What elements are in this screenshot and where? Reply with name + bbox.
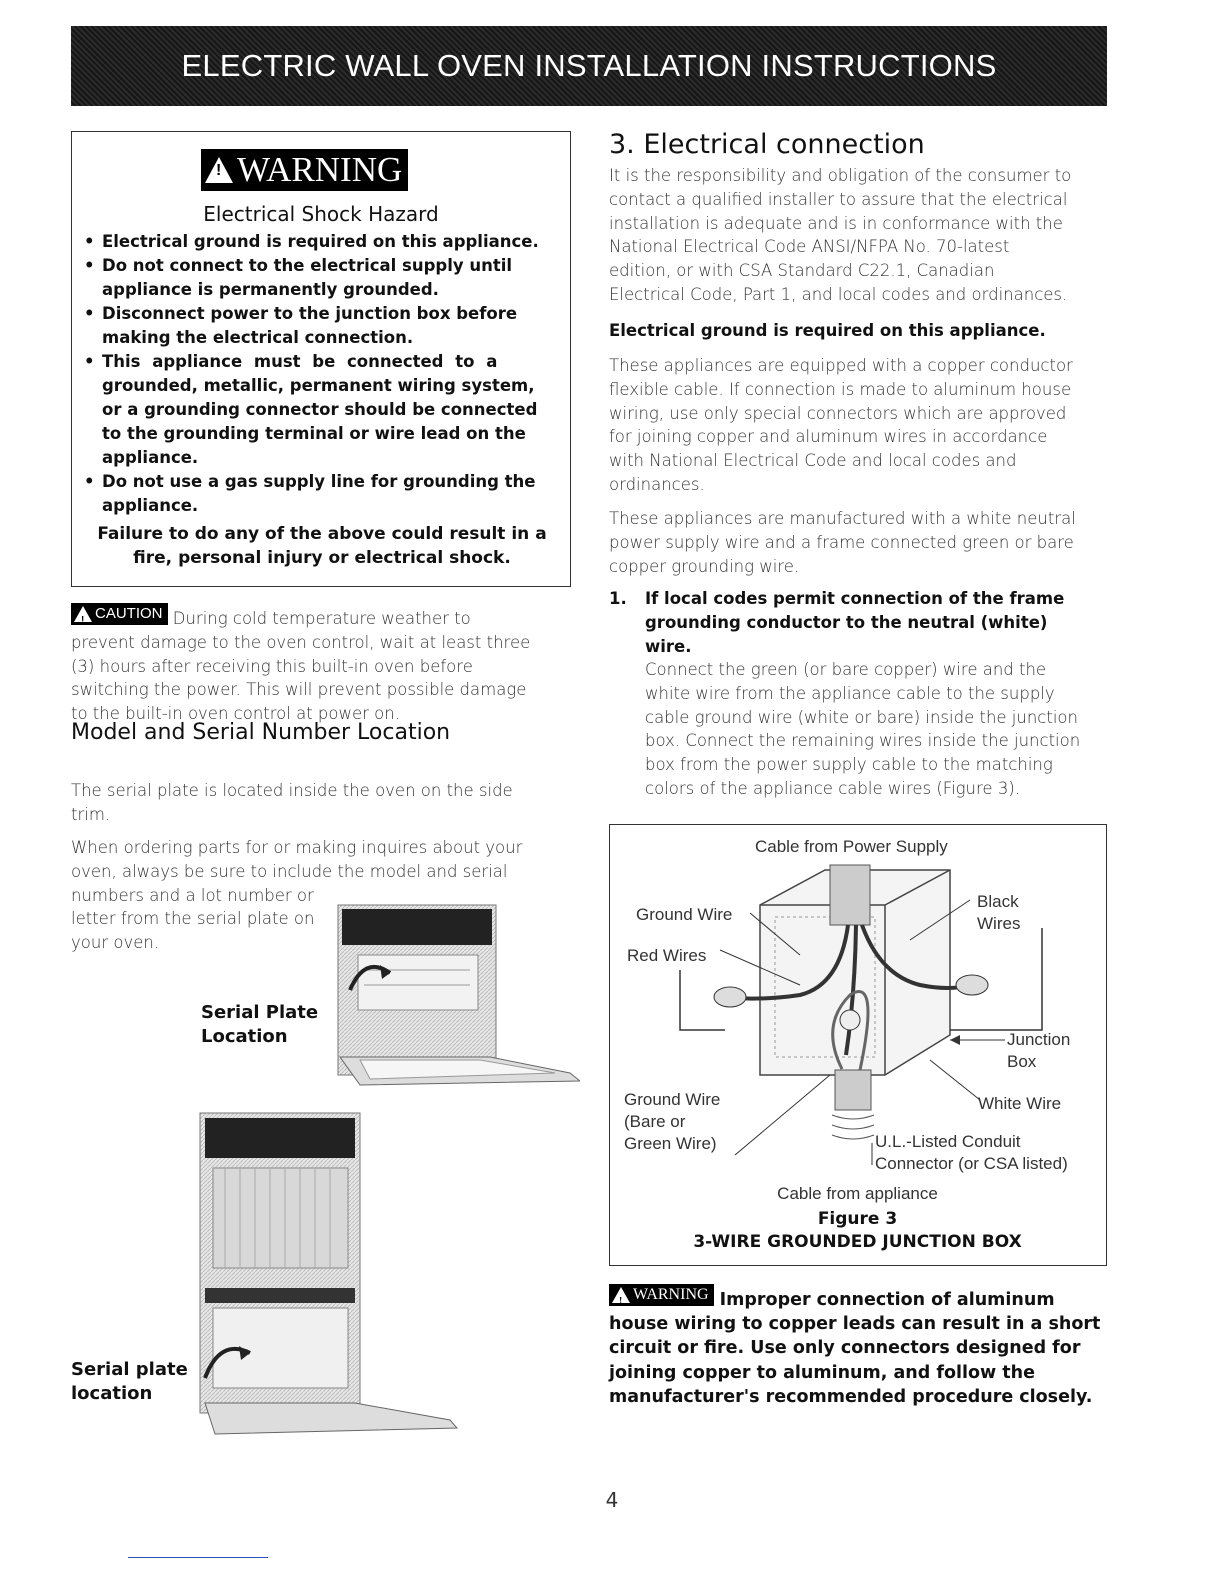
step-title: If local codes permit connection of the frame grounding conductor to the neutral (white) wire. [645, 589, 1065, 656]
label-junction: Junction [1007, 1030, 1071, 1049]
figure-caption: 3-WIRE GROUNDED JUNCTION BOX [693, 1232, 1022, 1252]
step-number: 1. [609, 589, 627, 608]
header-banner [71, 26, 1107, 106]
warning-bullet: • Electrical ground is required on this appliance. [84, 232, 539, 251]
warning-badge-label: WARNING [237, 150, 403, 189]
warning-badge-small: ! WARNING [609, 1284, 714, 1306]
model-serial-para2: When ordering parts for or making inquires about your oven, always be sure to include the model and serial numbers and a lot number or letter from the serial plate on your oven. [71, 838, 523, 953]
hazard-title: Electrical Shock Hazard [203, 202, 439, 226]
label-wires: Wires [977, 914, 1021, 933]
label-black: Black [977, 892, 1019, 911]
label-ground-wire: Ground Wire [636, 905, 733, 924]
warning-bullet: • Disconnect power to the junction box before making the electrical connection. [84, 304, 518, 347]
warning-triangle-icon: ! [612, 1287, 630, 1303]
double-oven-illustration [195, 1108, 460, 1438]
warning-bullet: • This appliance must be connected to a grounded, metallic, permanent wiring system, or a grounding connector should be connected to the grounding terminal or wire lead on the appliance. [84, 352, 538, 467]
page-title: ELECTRIC WALL OVEN INSTALLATION INSTRUCTIONS [181, 48, 997, 83]
figure-3-box [609, 824, 1107, 1266]
ground-note: Electrical ground is required on this appliance. [609, 321, 1046, 340]
step-body: Connect the green (or bare copper) wire and the white wire from the appliance cable to the supply cable ground wire (white or bare) inside the junction box. Connect the remaining wires inside the junction box from the power supply cable to the matching colors of the appliance cable wires (Figure 3). [645, 660, 1081, 798]
label-white-wire: White Wire [978, 1094, 1062, 1113]
electrical-para3: These appliances are manufactured with a white neutral power supply wire and a frame connected green or bare copper grounding wire. [609, 509, 1076, 576]
footer-rule [128, 1557, 268, 1558]
model-serial-para1: The serial plate is located inside the oven on the side trim. [71, 781, 513, 824]
label-cable-appliance: Cable from appliance [777, 1184, 938, 1203]
warning-triangle-icon: ! [205, 157, 233, 183]
label-box: Box [1007, 1052, 1037, 1071]
caution-paragraph: ! CAUTION During cold temperature weather to prevent damage to the oven control, wait at least three (3) hours after receiving this built-in oven before switching the power. This will prevent possible damage to the built-in oven control at power on. [71, 603, 571, 726]
warning-badge [201, 149, 408, 191]
caution-badge: ! CAUTION [71, 603, 168, 625]
serial-plate-label-single: Serial Plate Location [201, 1002, 319, 1047]
warning-bullet: • Do not connect to the electrical supply until appliance is permanently grounded. [84, 256, 513, 299]
electrical-para1: It is the responsibility and obligation of the consumer to contact a qualified installer to assure that the electrical installation is adequate and is in conformance with the National Electrical Code ANSI/NFPA No. 70-latest edition, or with CSA Standard C22.1, Canadian Electrical Code, Part 1, and local codes and ordinances. [609, 166, 1072, 304]
figure-number: Figure 3 [817, 1209, 898, 1229]
warning-box [71, 131, 571, 587]
failure-note: Failure to do any of the above could result in a fire, personal injury or electrical shock. [97, 524, 547, 568]
caution-triangle-icon: ! [74, 606, 92, 622]
single-oven-illustration [320, 895, 580, 1095]
model-serial-heading: Model and Serial Number Location [71, 720, 451, 745]
label-ground-wire-bare: Ground Wire (Bare or Green Wire) [624, 1090, 721, 1153]
electrical-heading: 3. Electrical connection [609, 129, 925, 160]
aluminum-warning: ! WARNING Improper connection of aluminum house wiring to copper leads can result in a short circuit or fire. Use only connectors designed for joining copper to aluminum, and follow the manufacturer's recommended procedure closely. [609, 1285, 1101, 1407]
serial-plate-label-double: Serial plate location [71, 1359, 188, 1404]
label-red-wires: Red Wires [627, 946, 707, 965]
warning-bullet: • Do not use a gas supply line for grounding the appliance. [84, 472, 536, 515]
page-number: 4 [605, 1488, 619, 1512]
label-cable-power: Cable from Power Supply [755, 837, 948, 856]
label-conduit: U.L.-Listed Conduit Connector (or CSA listed) [875, 1132, 1068, 1173]
electrical-para2: These appliances are equipped with a copper conductor flexible cable. If connection is made to aluminum house wiring, use only special connectors which are approved for joining copper and aluminum wires in accordance with National Electrical Code and local codes and ordinances. [609, 356, 1073, 494]
